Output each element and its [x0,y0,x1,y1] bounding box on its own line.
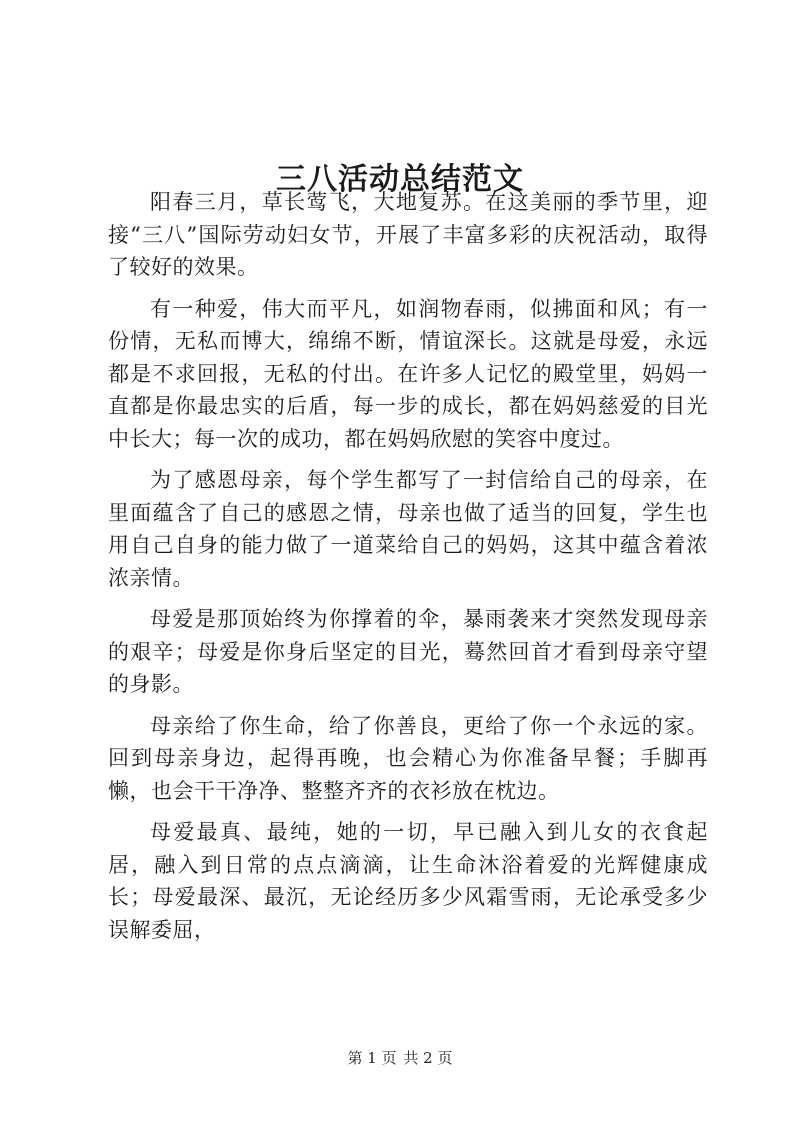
page-total: 共 2 页 [403,1049,453,1067]
page-number: 第 1 页 [347,1049,397,1067]
page-footer [0,1048,800,1068]
document-title: 三八活动总结范文 [276,162,524,198]
paragraph-5: 母亲给了你生命，给了你善良，更给了你一个永远的家。回到母亲身边，起得再晚，也会精心为你准备早餐；手脚再懒，也会干干净净、整整齐齐的衣衫放在枕边。 [108,713,708,803]
paragraph-2: 有一种爱，伟大而平凡，如润物春雨，似拂面和风；有一份情，无私而博大，绵绵不断，情谊深长。这就是母爱，永远都是不求回报，无私的付出。在许多人记忆的殿堂里，妈妈一直都是你最忠实的后盾，每一步的成长，都在妈妈慈爱的目光中长大；每一次的成功，都在妈妈欣慰的笑容中度过。 [108,296,708,451]
paragraph-3: 为了感恩母亲，每个学生都写了一封信给自己的母亲，在里面蕴含了自己的感恩之情，母亲也做了适当的回复，学生也用自己自身的能力做了一道菜给自己的妈妈，这其中蕴含着浓浓亲情。 [108,468,708,590]
paragraph-1: 阳春三月，草长莺飞，大地复苏。在这美丽的季节里，迎接“三八”国际劳动妇女节，开展了丰富多彩的庆祝活动，取得了较好的效果。 [108,190,708,279]
document-body [108,186,708,946]
paragraph-6: 母爱最真、最纯，她的一切，早已融入到儿女的衣食起居，融入到日常的点点滴滴，让生命沐浴着爱的光辉健康成长；母爱最深、最沉，无论经历多少风霜雪雨，无论承受多少误解委屈， [108,820,708,942]
paragraph-4: 母爱是那顶始终为你撑着的伞，暴雨袭来才突然发现母亲的艰辛；母爱是你身后坚定的目光，蓦然回首才看到母亲守望的身影。 [108,607,708,696]
